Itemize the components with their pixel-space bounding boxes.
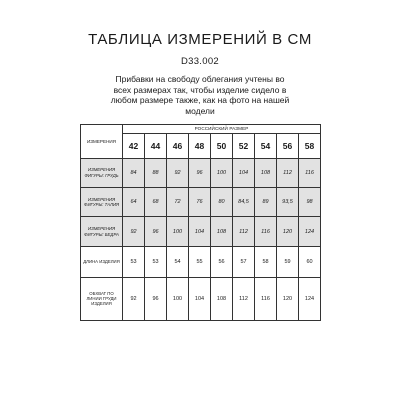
table-cell: 57 [233, 247, 255, 277]
table-cell: 120 [277, 277, 299, 320]
table-cell: 116 [299, 158, 321, 187]
table-cell: 88 [145, 158, 167, 187]
size-50-header: 50 [211, 133, 233, 158]
size-table [80, 124, 321, 321]
size-44-header: 44 [145, 133, 167, 158]
table-cell: 64 [123, 187, 145, 216]
table-cell: 96 [145, 217, 167, 247]
table-cell: 89 [255, 187, 277, 216]
table-row [81, 217, 321, 247]
table-cell: 116 [255, 217, 277, 247]
size-42-header: 42 [123, 133, 145, 158]
table-cell: 92 [123, 217, 145, 247]
table-cell: 55 [189, 247, 211, 277]
table-row [81, 187, 321, 216]
table-cell: 100 [167, 217, 189, 247]
table-cell: 60 [299, 247, 321, 277]
table-cell: 108 [211, 277, 233, 320]
table-cell: 96 [145, 277, 167, 320]
table-cell: 68 [145, 187, 167, 216]
size-52-header: 52 [233, 133, 255, 158]
size-58-header: 58 [299, 133, 321, 158]
table-cell: 72 [167, 187, 189, 216]
row-label: ИЗМЕРЕНИЯ ФИГУРЫ: ГРУДЬ [81, 158, 123, 187]
table-cell: 104 [233, 158, 255, 187]
page-title: ТАБЛИЦА ИЗМЕРЕНИЙ В СМ [88, 31, 312, 48]
table-cell: 124 [299, 217, 321, 247]
table-cell: 112 [233, 277, 255, 320]
table-cell: 53 [123, 247, 145, 277]
size-46-header: 46 [167, 133, 189, 158]
table-cell: 93,5 [277, 187, 299, 216]
table-cell: 124 [299, 277, 321, 320]
table-cell: 108 [211, 217, 233, 247]
table-cell: 112 [233, 217, 255, 247]
row-label: ИЗМЕРЕНИЯ ФИГУРЫ: ТАЛИЯ [81, 187, 123, 216]
table-cell: 53 [145, 247, 167, 277]
table-row [81, 277, 321, 320]
row-label: ДЛИНА ИЗДЕЛИЯ [81, 247, 123, 277]
table-cell: 56 [211, 247, 233, 277]
product-code: D33.002 [180, 56, 220, 67]
table-row [81, 158, 321, 187]
size-54-header: 54 [255, 133, 277, 158]
row-label: ИЗМЕРЕНИЯ ФИГУРЫ: БЕДРА [81, 217, 123, 247]
fit-note: Прибавки на свободу облегания учтены во всех размерах так, чтобы изделие сидело в любом размере также, как на фото на нашей модели [110, 74, 290, 116]
table-cell: 98 [299, 187, 321, 216]
table-row [81, 247, 321, 277]
table-cell: 100 [167, 277, 189, 320]
table-cell: 58 [255, 247, 277, 277]
size-56-header: 56 [277, 133, 299, 158]
size-48-header: 48 [189, 133, 211, 158]
table-cell: 84 [123, 158, 145, 187]
table-cell: 76 [189, 187, 211, 216]
table-cell: 92 [167, 158, 189, 187]
russian-size-header: РОССИЙСКИЙ РАЗМЕР [123, 125, 321, 134]
table-cell: 96 [189, 158, 211, 187]
table-cell: 108 [255, 158, 277, 187]
table-cell: 104 [189, 217, 211, 247]
table-cell: 100 [211, 158, 233, 187]
table-cell: 54 [167, 247, 189, 277]
table-cell: 116 [255, 277, 277, 320]
table-cell: 92 [123, 277, 145, 320]
table-cell: 84,5 [233, 187, 255, 216]
table-cell: 80 [211, 187, 233, 216]
table-cell: 120 [277, 217, 299, 247]
table-cell: 59 [277, 247, 299, 277]
row-label: ОБХВАТ ПО ЛИНИИ ГРУДИ ИЗДЕЛИЯ [81, 277, 123, 320]
measurements-header: ИЗМЕРЕНИЯ [81, 125, 123, 159]
table-cell: 104 [189, 277, 211, 320]
table-cell: 112 [277, 158, 299, 187]
